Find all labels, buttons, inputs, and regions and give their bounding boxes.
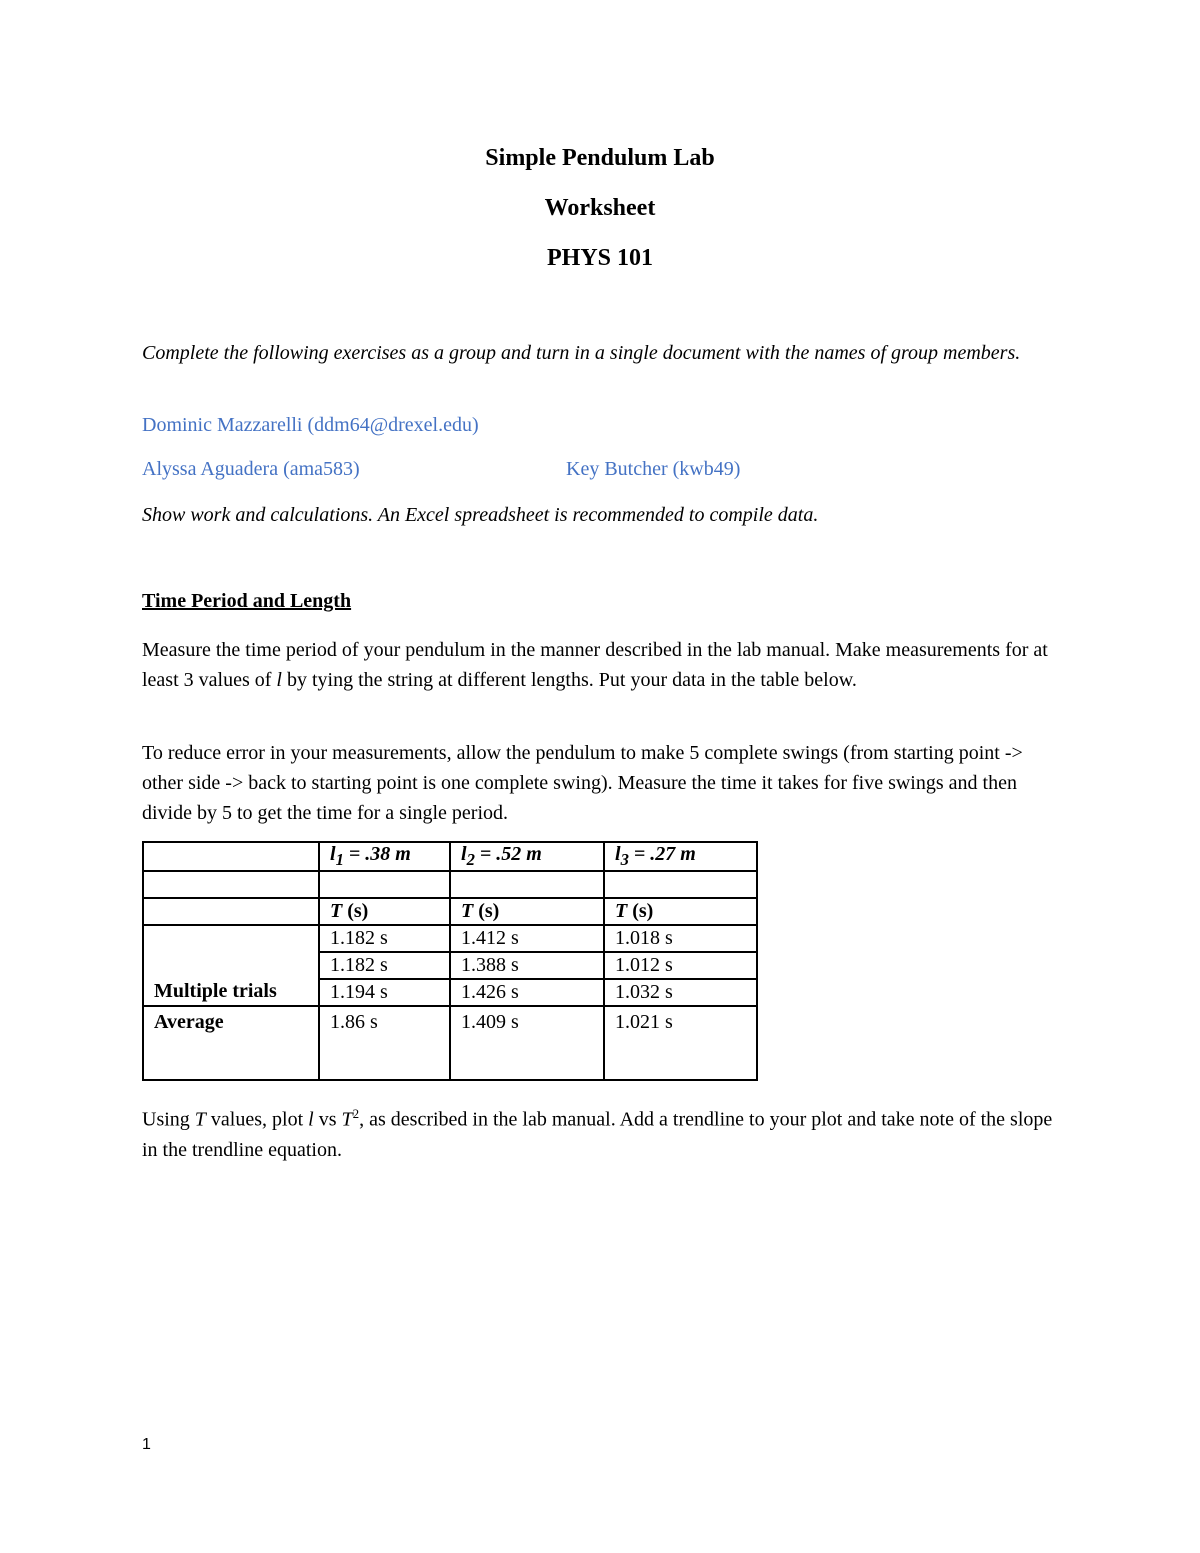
- trial-cell: 1.412 s: [450, 925, 604, 952]
- period-header-3: T (s): [604, 898, 757, 925]
- para1-text-a: Measure the time period of your pendulum in the manner described in the lab manual. Make measurements for at least 3 values of: [142, 639, 1048, 691]
- period-header-2: T (s): [450, 898, 604, 925]
- trial-cell: 1.194 s: [319, 979, 450, 1006]
- table-cell: [319, 871, 450, 898]
- trial-cell: 1.032 s: [604, 979, 757, 1006]
- document-title: Simple Pendulum Lab: [485, 145, 715, 171]
- trial-cell: 1.426 s: [450, 979, 604, 1006]
- measurement-instructions: [142, 635, 1057, 695]
- average-cell: 1.021 s: [604, 1006, 757, 1080]
- section-title: Time Period and Length: [142, 590, 352, 612]
- course-code: PHYS 101: [546, 245, 653, 271]
- table-cell: [604, 871, 757, 898]
- show-work-note: Show work and calculations. An Excel spreadsheet is recommended to compile data.: [142, 504, 819, 526]
- average-cell: 1.86 s: [319, 1006, 450, 1080]
- length-header-1: $l_1 = .38$ m: [319, 842, 450, 871]
- length-header-3: $l_3 = .27$ m: [604, 842, 757, 871]
- trial-cell: 1.018 s: [604, 925, 757, 952]
- trial-cell: 1.182 s: [319, 952, 450, 979]
- period-data-table: [142, 841, 758, 1081]
- length-header-2: $l_2 = .52$ m: [450, 842, 604, 871]
- para1-text-b: by tying the string at different lengths. Put your data in the table below.: [281, 669, 857, 691]
- average-label: Average: [143, 1006, 319, 1080]
- table-cell: [143, 898, 319, 925]
- member-1: Dominic Mazzarelli (ddm64@drexel.edu): [142, 414, 479, 436]
- table-corner-cell: [143, 842, 319, 871]
- length-variable: l: [276, 669, 282, 691]
- table-empty-row: [143, 871, 757, 898]
- error-reduction-instructions: To reduce error in your measurements, allow the pendulum to make 5 complete swings (from starting point -> other side -> back to starting point is one complete swing). Measure the time it takes for five swings and then divide by 5 to get the time for a single period.: [142, 742, 1023, 824]
- document-subtitle: Worksheet: [544, 195, 656, 221]
- trial-cell: 1.012 s: [604, 952, 757, 979]
- trial-cell: 1.182 s: [319, 925, 450, 952]
- period-header-row: [143, 898, 757, 925]
- trial-cell: 1.388 s: [450, 952, 604, 979]
- multiple-trials-label: Multiple trials: [143, 925, 319, 1006]
- average-cell: 1.409 s: [450, 1006, 604, 1080]
- table-cell: [450, 871, 604, 898]
- period-header-1: T (s): [319, 898, 450, 925]
- average-row: [143, 1006, 757, 1080]
- page-number: 1: [142, 1436, 151, 1453]
- member-2: Alyssa Aguadera (ama583): [142, 458, 360, 480]
- table-row: [143, 925, 757, 952]
- table-cell: [143, 871, 319, 898]
- instructions-text: Complete the following exercises as a group and turn in a single document with the names of group members.: [142, 342, 1021, 364]
- member-3: Key Butcher (kwb49): [566, 458, 741, 480]
- plot-instructions: Using T values, plot l vs $T^2$, as described in the lab manual. Add a trendline to your plot and take note of the slope in the trendline equation.: [142, 1106, 1053, 1161]
- table-header-row: [143, 842, 757, 871]
